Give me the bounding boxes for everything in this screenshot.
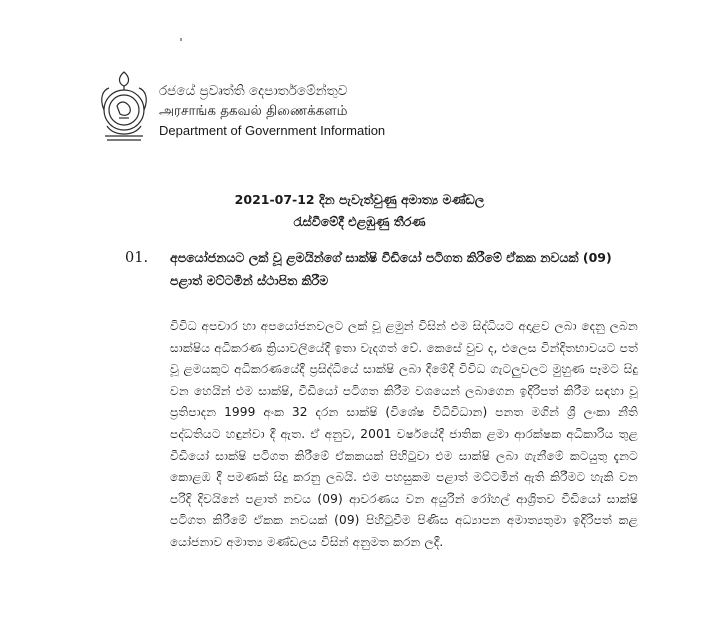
item-body-paragraph: විවිධ අපචාර හා අපයෝජනවලට ලක් වූ ළමුන් විසින් එම සිද්ධියට අදාළව ලබා දෙනු ලබන සාක්ෂිය අධිකරණ ක්‍රියාවලියේදී ඉතා වැදගත් වේ. කෙසේ වුව ද, එලෙස වින්දිතභාවයට පත් වූ ළමයකුට අධිකරණයේදී ප්‍රසිද්ධියේ සාක්ෂි ලබා දීමේදී විවිධ ගැටලුවලට මුහුණ පෑමට සිදු වන හෙයින් එම සාක්ෂි, වීඩියෝ පටිගත කිරීම වශයෙන් ලබාගෙන ඉදිරිපත් කිරීම සඳහා වූ ප්‍රතිපාදන 1999 අංක 32 දරන සාක්ෂි (විශේෂ විධිවිධාන) පනත මගින් ශ්‍රී ලංකා නීති පද්ධතියට හඳුන්වා දී ඇත. ඒ අනුව, 2001 වර්ෂයේදී ජාතික ළමා ආරක්ෂක අධිකාරිය තුළ වීඩියෝ සාක්ෂි පටිගත කිරීමේ ඒකකයක් පිහිටුවා එම සාක්ෂි ලබා ගැනීමේ කටයුතු දැනට කොළඹ දී පමණක් සිදු කරනු ලබයි. එම පහසුකම පළාත් මට්ටමින් ඇති කිරීමට හැකි වන පරිදි දිවයිනේ පළාත් නවය (09) ආවරණය වන අයුරින් රෝහල් ආශ්‍රිතව වීඩියෝ සාක්ෂි පටිගත කිරීමේ ඒකක නවයක් (09) පිහිටුවීම පිණිස අධ්‍යාපන අමාත්‍යතුමා ඉදිරිපත් කළ යෝජනාව අමාත්‍ය මණ්ඩලය විසින් අනුමත කරන ලදී.: [170, 319, 638, 549]
department-name-english: Department of Government Information: [159, 123, 386, 138]
item-number: 01.: [125, 250, 149, 266]
document-title-line1: 2021-07-12 දින පැවැත්වුණු අමාත්‍ය මණ්ඩල: [234, 192, 485, 207]
item-title: අපයෝජනයට ලක් වූ ළමයින්ගේ සාක්ෂි වීඩියෝ පටිගත කිරීමේ ඒකක නවයක් (09) පළාත් මට්ටමින් ස්ථාපිත කිරීම: [170, 250, 612, 288]
department-name-tamil: அரசாங்க தகவல் திணைக்களம்: [159, 103, 348, 119]
department-name-sinhala: රජයේ ප්‍රවෘත්ති දෙපාර්තමේන්තුව: [159, 83, 348, 99]
document-title-line2: රැස්වීමේදී එළඹුණු තීරණ: [293, 214, 426, 229]
scan-mark: [180, 38, 182, 41]
department-header: [159, 81, 385, 141]
sri-lanka-emblem-icon: [95, 68, 153, 148]
